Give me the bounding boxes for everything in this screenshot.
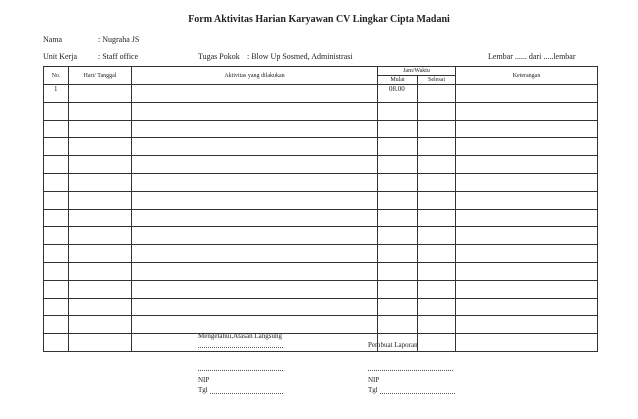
form-title: Form Aktivitas Harian Karyawan CV Lingkar Cipta Madani (188, 14, 450, 25)
cell-selesai (418, 280, 456, 298)
cell-keterangan (456, 85, 598, 103)
cell-no (44, 262, 69, 280)
cell-mulai (378, 262, 418, 280)
pembuat-signature-line (368, 370, 453, 371)
header-selesai: Selesai (418, 76, 456, 85)
cell-mulai (378, 227, 418, 245)
cell-mulai (378, 173, 418, 191)
table-row (44, 173, 598, 191)
cell-tanggal (69, 138, 132, 156)
cell-mulai: 08.00 (378, 85, 418, 103)
cell-aktivitas (132, 156, 378, 174)
cell-aktivitas (132, 102, 378, 120)
table-row (44, 209, 598, 227)
cell-selesai (418, 102, 456, 120)
cell-mulai (378, 156, 418, 174)
pembuat-tgl-label: Tgl (368, 386, 378, 394)
cell-keterangan (456, 138, 598, 156)
cell-mulai (378, 245, 418, 263)
cell-selesai (418, 191, 456, 209)
pembuat-nip-label: NIP (368, 376, 380, 384)
table-row (44, 334, 598, 352)
cell-keterangan (456, 298, 598, 316)
cell-aktivitas (132, 120, 378, 138)
cell-mulai (378, 138, 418, 156)
activity-table (43, 66, 598, 352)
cell-keterangan (456, 191, 598, 209)
cell-keterangan (456, 316, 598, 334)
cell-no (44, 334, 69, 352)
table-row (44, 262, 598, 280)
cell-mulai (378, 120, 418, 138)
cell-no (44, 245, 69, 263)
table-row (44, 120, 598, 138)
table-row (44, 191, 598, 209)
cell-tanggal (69, 173, 132, 191)
table-row (44, 245, 598, 263)
cell-selesai (418, 316, 456, 334)
cell-tanggal (69, 262, 132, 280)
cell-aktivitas (132, 173, 378, 191)
table-row (44, 102, 598, 120)
cell-aktivitas (132, 191, 378, 209)
table-row (44, 316, 598, 334)
cell-selesai (418, 173, 456, 191)
cell-mulai (378, 102, 418, 120)
cell-aktivitas (132, 85, 378, 103)
cell-no (44, 102, 69, 120)
table-row (44, 85, 598, 103)
cell-tanggal (69, 334, 132, 352)
cell-aktivitas (132, 316, 378, 334)
cell-selesai (418, 156, 456, 174)
cell-tanggal (69, 102, 132, 120)
atasan-signature-line (198, 370, 283, 371)
atasan-tgl-line (210, 393, 283, 394)
cell-no (44, 120, 69, 138)
cell-keterangan (456, 262, 598, 280)
cell-aktivitas (132, 245, 378, 263)
table-row (44, 227, 598, 245)
cell-no (44, 156, 69, 174)
cell-no (44, 191, 69, 209)
cell-tanggal (69, 209, 132, 227)
cell-selesai (418, 298, 456, 316)
lembar-info: Lembar ...... dari .....lembar (488, 52, 576, 61)
atasan-tgl-label: Tgl (198, 386, 208, 394)
cell-aktivitas (132, 280, 378, 298)
tugas-pokok-label: Tugas Pokok (198, 52, 240, 61)
cell-keterangan (456, 209, 598, 227)
cell-keterangan (456, 227, 598, 245)
cell-selesai (418, 262, 456, 280)
cell-no: 1 (44, 85, 69, 103)
cell-no (44, 138, 69, 156)
cell-mulai (378, 298, 418, 316)
cell-selesai (418, 227, 456, 245)
cell-tanggal (69, 85, 132, 103)
header-jam-waktu: Jam/Waktu (378, 67, 456, 76)
cell-keterangan (456, 334, 598, 352)
cell-selesai (418, 120, 456, 138)
pembuat-heading: Pembuat Laporan (368, 341, 418, 349)
header-aktivitas: Aktivitas yang dilakukan (132, 67, 378, 85)
cell-aktivitas (132, 227, 378, 245)
cell-selesai (418, 334, 456, 352)
cell-mulai (378, 209, 418, 227)
table-row (44, 156, 598, 174)
cell-no (44, 280, 69, 298)
cell-tanggal (69, 298, 132, 316)
cell-keterangan (456, 102, 598, 120)
header-mulai: Mulai (378, 76, 418, 85)
cell-keterangan (456, 120, 598, 138)
unit-kerja-label: Unit Kerja (43, 52, 77, 61)
nama-label: Nama (43, 35, 63, 44)
cell-selesai (418, 85, 456, 103)
cell-tanggal (69, 227, 132, 245)
unit-kerja-value: : Staff office (98, 52, 139, 61)
pembuat-tgl-line (380, 393, 455, 394)
cell-aktivitas (132, 209, 378, 227)
cell-tanggal (69, 120, 132, 138)
cell-aktivitas (132, 298, 378, 316)
cell-no (44, 227, 69, 245)
cell-selesai (418, 209, 456, 227)
tugas-pokok-value: : Blow Up Sosmed, Administrasi (247, 52, 353, 61)
table-row (44, 298, 598, 316)
nama-value: : Nugraha JS (98, 35, 140, 44)
cell-selesai (418, 245, 456, 263)
cell-keterangan (456, 280, 598, 298)
cell-aktivitas (132, 138, 378, 156)
atasan-nip-label: NIP (198, 376, 210, 384)
cell-selesai (418, 138, 456, 156)
cell-tanggal (69, 280, 132, 298)
cell-mulai (378, 280, 418, 298)
table-row (44, 138, 598, 156)
cell-tanggal (69, 245, 132, 263)
atasan-heading-line (198, 347, 283, 348)
cell-tanggal (69, 156, 132, 174)
header-tanggal: Hari/ Tanggal (69, 67, 132, 85)
atasan-heading: Mengetahui,Atasan Langsung (198, 332, 282, 340)
cell-keterangan (456, 156, 598, 174)
cell-no (44, 173, 69, 191)
cell-no (44, 298, 69, 316)
cell-mulai (378, 191, 418, 209)
cell-no (44, 316, 69, 334)
cell-keterangan (456, 245, 598, 263)
table-row (44, 280, 598, 298)
cell-no (44, 209, 69, 227)
header-keterangan: Keterangan (456, 67, 598, 85)
cell-tanggal (69, 191, 132, 209)
header-no: No. (44, 67, 69, 85)
cell-keterangan (456, 173, 598, 191)
cell-aktivitas (132, 262, 378, 280)
cell-mulai (378, 316, 418, 334)
cell-tanggal (69, 316, 132, 334)
